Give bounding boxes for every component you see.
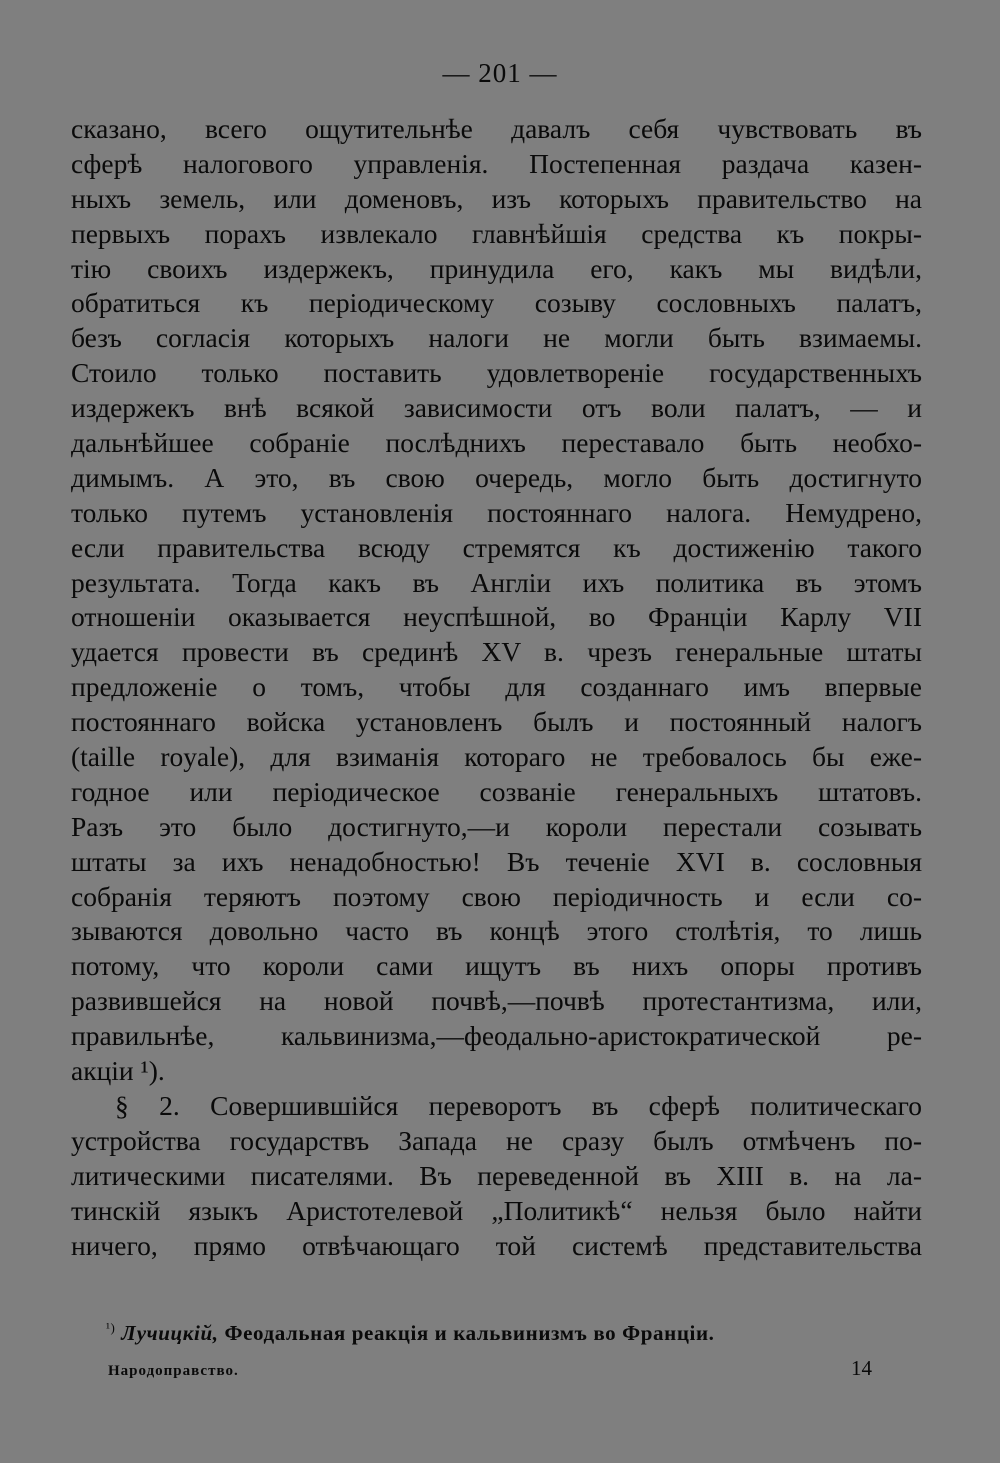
text-line: (taille royale), для взиманія котораго не требовалось бы еже- [71,741,922,773]
text-line: постояннаго войска установленъ былъ и постоянный налогъ [71,706,922,738]
text-line: потому, что короли сами ищутъ въ нихъ опоры противъ [71,950,922,982]
text-line: если правительства всюду стремятся къ достиженію такого [71,531,922,563]
footnote-author: Лучицкій, [121,1321,219,1345]
text-line: собранія теряютъ поэтому свою періодичность и если со- [71,880,922,912]
text-line: тію своихъ издержекъ, принудила его, какъ мы видѣли, [71,252,922,284]
text-line: литическими писателями. Въ переведенной въ XIII в. на ла- [71,1159,922,1191]
text-line: удается провести въ срединѣ XV в. чрезъ генеральные штаты [71,636,922,668]
text-line: тинскій языкъ Аристотелевой „Политикѣ“ нельзя было найти [71,1194,922,1226]
text-line: дальнѣйшее собраніе послѣднихъ переставало быть необхо- [71,427,922,459]
text-line: результата. Тогда какъ въ Англіи ихъ политика въ этомъ [71,566,922,598]
paragraph-end-line: акціи ¹). [71,1055,165,1087]
signature-mark: Народоправство. [108,1363,239,1379]
text-line: предложеніе о томъ, чтобы для созданнаго имъ впервые [71,671,922,703]
section-start-line: § 2. Совершившійся переворотъ въ сферѣ политическаго [115,1089,922,1121]
footnote [106,1320,906,1346]
text-line: отношеніи оказывается неуспѣшной, во Франціи Карлу VII [71,601,922,633]
text-line: только путемъ установленія постояннаго налога. Немудрено, [71,496,922,528]
text-line: развившейся на новой почвѣ,—почвѣ протестантизма, или, [71,985,922,1017]
text-line: ныхъ земель, или доменовъ, изъ которыхъ правительство на [71,182,922,214]
text-line: зываются довольно часто въ концѣ этого столѣтія, то лишь [71,915,922,947]
text-line: сферѣ налогового управленія. Постепенная раздача казен- [71,147,922,179]
text-line: первыхъ порахъ извлекало главнѣйшія средства къ покры- [71,217,922,249]
text-line: годное или періодическое созваніе генеральныхъ штатовъ. [71,775,922,807]
body-text [71,112,922,1263]
text-line: Разъ это было достигнуто,—и короли перестали созывать [71,810,922,842]
footnote-marker: ¹) [106,1320,116,1335]
text-line: сказано, всего ощутительнѣе давалъ себя чувствовать въ [71,113,922,144]
page-number: — 201 — [442,58,558,88]
text-line: димымъ. А это, въ свою очередь, могло быть достигнуто [71,461,922,493]
text-line: ничего, прямо отвѣчающаго той системѣ представительства [71,1229,922,1261]
text-line: штаты за ихъ ненадобностью! Въ теченіе XVI в. сословныя [71,845,922,877]
text-line: издержекъ внѣ всякой зависимости отъ воли палатъ, — и [71,392,922,424]
footnote-text: Феодальная реакція и кальвинизмъ во Франціи. [224,1321,715,1345]
text-line: обратиться къ періодическому созыву сословныхъ палатъ, [71,287,922,319]
sheet-number: 14 [851,1356,872,1380]
text-line: безъ согласія которыхъ налоги не могли быть взимаемы. [71,322,922,354]
text-line: Стоило только поставить удовлетвореніе государственныхъ [71,357,922,389]
text-line: устройства государствъ Запада не сразу былъ отмѣченъ по- [71,1124,922,1156]
text-line: правильнѣе, кальвинизма,—феодально-аристократической ре- [71,1020,922,1052]
